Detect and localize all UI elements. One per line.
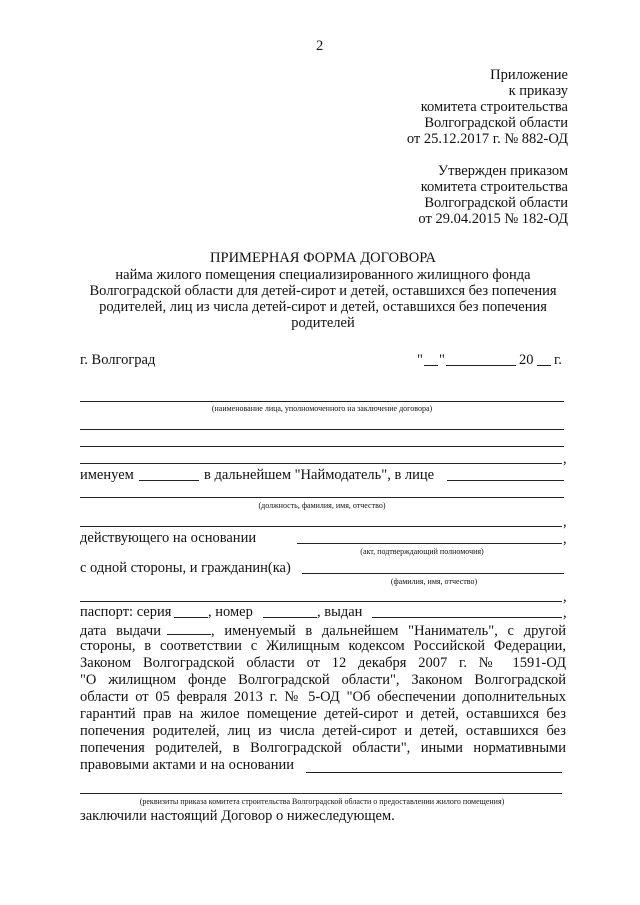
issue-date-blank[interactable] — [167, 622, 211, 635]
year-blank[interactable] — [537, 365, 551, 366]
closing-text: заключили настоящий Договор о нижеследующем. — [80, 808, 395, 824]
caption-authorized: (наименование лица, уполномоченного на заключение договора) — [211, 404, 433, 413]
date-quote-open: " — [417, 352, 423, 368]
citizen-blank[interactable] — [302, 573, 564, 574]
issued-blank[interactable] — [372, 617, 562, 618]
month-blank[interactable] — [446, 365, 516, 366]
approval-line: Утвержден приказом — [437, 163, 568, 179]
caption-position: (должность, фамилия, имя, отчество) — [258, 501, 386, 510]
comma: , — [563, 451, 567, 467]
number-label: , номер — [208, 604, 253, 620]
title-line: найма жилого помещения специализированного жилищного фонда — [115, 267, 531, 283]
order-blank[interactable] — [80, 793, 562, 794]
one-side-label: с одной стороны, и гражданин(ка) — [80, 560, 291, 576]
body-line: гарантий прав на жилое помещение детей-сирот и детей, оставшихся без — [80, 706, 566, 722]
blank-line[interactable] — [80, 526, 562, 527]
comma: , — [563, 605, 567, 621]
issue-date-label: дата выдачи — [80, 623, 161, 639]
date-quote-close: " — [439, 352, 445, 368]
named-prefix: именуем — [80, 467, 134, 483]
title-line: Волгоградской области для детей-сирот и детей, оставшихся без попечения — [89, 283, 557, 299]
caption-act: (акт, подтверждающий полномочия) — [360, 547, 484, 556]
blank-line[interactable] — [80, 601, 562, 602]
body-line: правовыми актами и на основании — [80, 757, 295, 773]
title-heading: ПРИМЕРНАЯ ФОРМА ДОГОВОРА — [210, 250, 436, 266]
body-line: попечения родителей, лиц из числа детей-сирот и детей, оставшихся без — [80, 723, 566, 739]
caption-order: (реквизиты приказа комитета строительства Волгоградской области о предоставлении жилого помещения) — [139, 797, 505, 806]
position-blank[interactable] — [80, 497, 564, 498]
year-suffix: г. — [554, 352, 562, 368]
year-prefix: 20 — [519, 352, 534, 368]
place: г. Волгоград — [80, 352, 156, 368]
representative-blank[interactable] — [447, 480, 564, 481]
passport-series-label: паспорт: серия — [80, 604, 172, 620]
body-line: Законом Волгоградской области от 12 декабря 2007 г. № 1591-ОД — [80, 655, 566, 671]
approval-line: комитета строительства — [420, 179, 568, 195]
appendix-line: Приложение — [490, 67, 568, 83]
body-line: попечения родителей, в Волгоградской области", иными нормативными — [80, 740, 566, 756]
basis-blank[interactable] — [306, 772, 562, 773]
title-line: родителей, лиц из числа детей-сирот и детей, оставшихся без попечения — [99, 299, 547, 315]
series-blank[interactable] — [174, 617, 208, 618]
blank-line[interactable] — [80, 463, 562, 464]
blank-line[interactable] — [80, 446, 564, 447]
authorized-blank[interactable] — [80, 401, 564, 402]
page-number: 2 — [316, 38, 324, 54]
blank-line[interactable] — [80, 429, 564, 430]
appendix-line: к приказу — [508, 83, 568, 99]
appendix-line: от 25.12.2017 г. № 882-ОД — [406, 131, 568, 147]
issued-label: , выдан — [317, 604, 363, 620]
body-text: , именуемый в дальнейшем "Наниматель", с другой — [210, 623, 566, 639]
title-line: родителей — [291, 315, 355, 331]
appendix-line: Волгоградской области — [424, 115, 568, 131]
caption-fio: (фамилия, имя, отчество) — [390, 577, 478, 586]
approval-line: от 29.04.2015 № 182-ОД — [418, 211, 568, 227]
appendix-line: комитета строительства — [420, 99, 568, 115]
body-line — [80, 622, 566, 639]
body-line: стороны, в соответствии с Жилищным кодексом Российской Федерации, — [80, 638, 566, 654]
comma: , — [563, 514, 567, 530]
number-blank[interactable] — [263, 617, 317, 618]
acting-label: действующего на основании — [80, 530, 257, 546]
named-mid: в дальнейшем "Наймодатель", в лице — [204, 467, 435, 483]
day-blank[interactable] — [424, 365, 438, 366]
comma: , — [563, 531, 567, 547]
body-line: "О жилищном фонде Волгоградской области", Законом Волгоградской — [80, 672, 566, 688]
act-blank[interactable] — [297, 543, 562, 544]
body-line: области от 05 февраля 2013 г. № 5-ОД "Об обеспечении дополнительных — [80, 689, 566, 705]
ending-blank[interactable] — [139, 480, 199, 481]
approval-line: Волгоградской области — [424, 195, 568, 211]
comma: , — [563, 589, 567, 605]
